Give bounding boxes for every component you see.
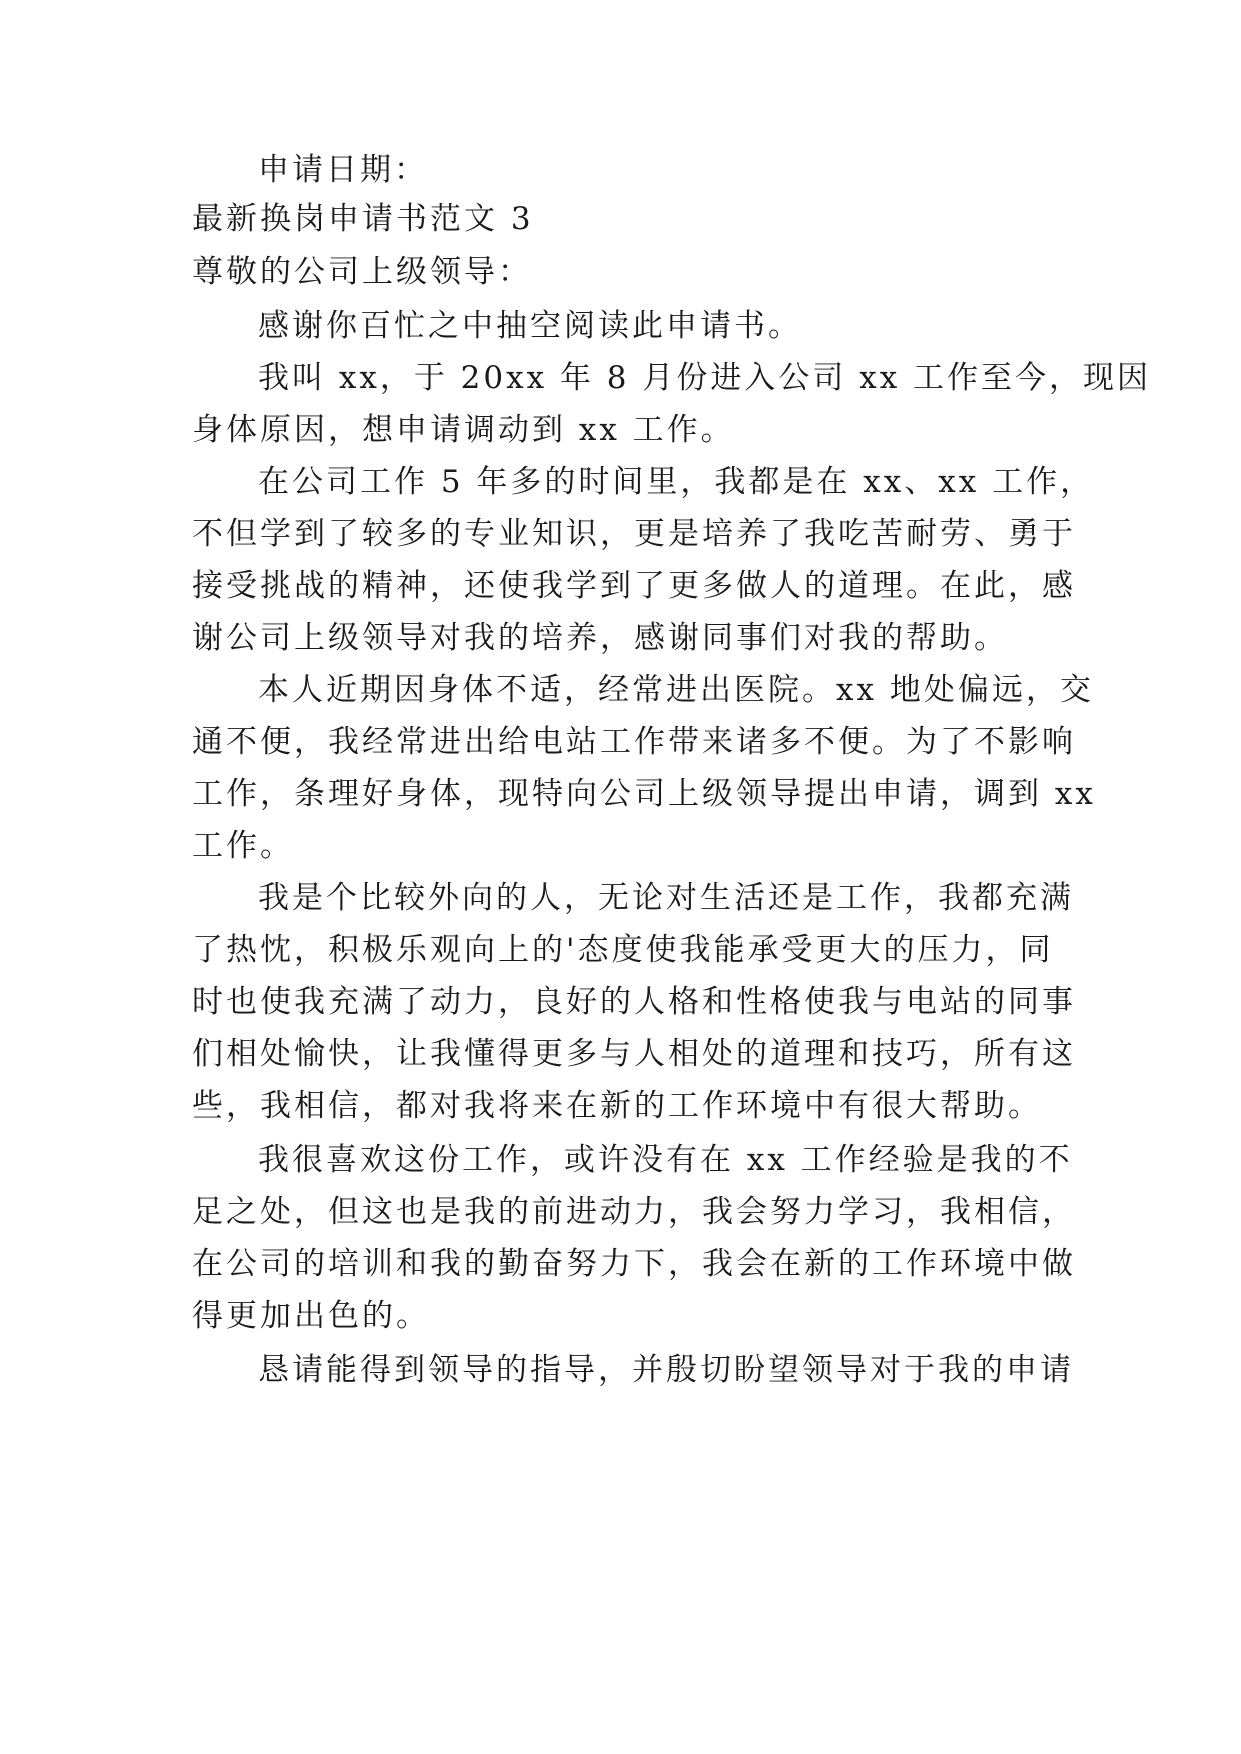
- paragraph-line: 工作。: [192, 828, 294, 864]
- paragraph-line: 些，我相信，都对我将来在新的工作环境中有很大帮助。: [192, 1088, 1042, 1124]
- paragraph-line: 们相处愉快，让我懂得更多与人相处的道理和技巧，所有这: [192, 1036, 1076, 1072]
- paragraph-line: 感谢你百忙之中抽空阅读此申请书。: [258, 308, 802, 344]
- paragraph-line: 在公司的培训和我的勤奋努力下，我会在新的工作环境中做: [192, 1246, 1076, 1282]
- section-title: 最新换岗申请书范文 3: [192, 201, 534, 237]
- paragraph-line: 谢公司上级领导对我的培养，感谢同事们对我的帮助。: [192, 620, 1008, 656]
- paragraph-line: 工作，条理好身体，现特向公司上级领导提出申请，调到 xx: [192, 776, 1096, 812]
- paragraph-line: 接受挑战的精神，还使我学到了更多做人的道理。在此，感: [192, 568, 1076, 604]
- paragraph-line: 我是个比较外向的人，无论对生活还是工作，我都充满: [258, 880, 1074, 916]
- paragraph-line: 在公司工作 5 年多的时间里，我都是在 xx、xx 工作，: [258, 464, 1095, 500]
- paragraph-line: 我叫 xx，于 20xx 年 8 月份进入公司 xx 工作至今，现因: [258, 360, 1152, 396]
- paragraph-line: 足之处，但这也是我的前进动力，我会努力学习，我相信，: [192, 1194, 1076, 1230]
- paragraph-line: 我很喜欢这份工作，或许没有在 xx 工作经验是我的不: [258, 1142, 1073, 1178]
- paragraph-line: 身体原因，想申请调动到 xx 工作。: [192, 412, 735, 448]
- paragraph-line: 本人近期因身体不适，经常进出医院。xx 地处偏远，交: [258, 672, 1094, 708]
- paragraph-line: 了热忱，积极乐观向上的'态度使我能承受更大的压力，同: [192, 932, 1054, 968]
- application-date-label: 申请日期：: [258, 152, 428, 188]
- paragraph-line: 时也使我充满了动力，良好的人格和性格使我与电站的同事: [192, 984, 1076, 1020]
- paragraph-line: 不但学到了较多的专业知识，更是培养了我吃苦耐劳、勇于: [192, 516, 1076, 552]
- paragraph-line: 得更加出色的。: [192, 1298, 430, 1334]
- paragraph-line: 恳请能得到领导的指导，并殷切盼望领导对于我的申请: [258, 1352, 1074, 1388]
- paragraph-line: 通不便，我经常进出给电站工作带来诸多不便。为了不影响: [192, 724, 1076, 760]
- salutation: 尊敬的公司上级领导：: [192, 254, 532, 290]
